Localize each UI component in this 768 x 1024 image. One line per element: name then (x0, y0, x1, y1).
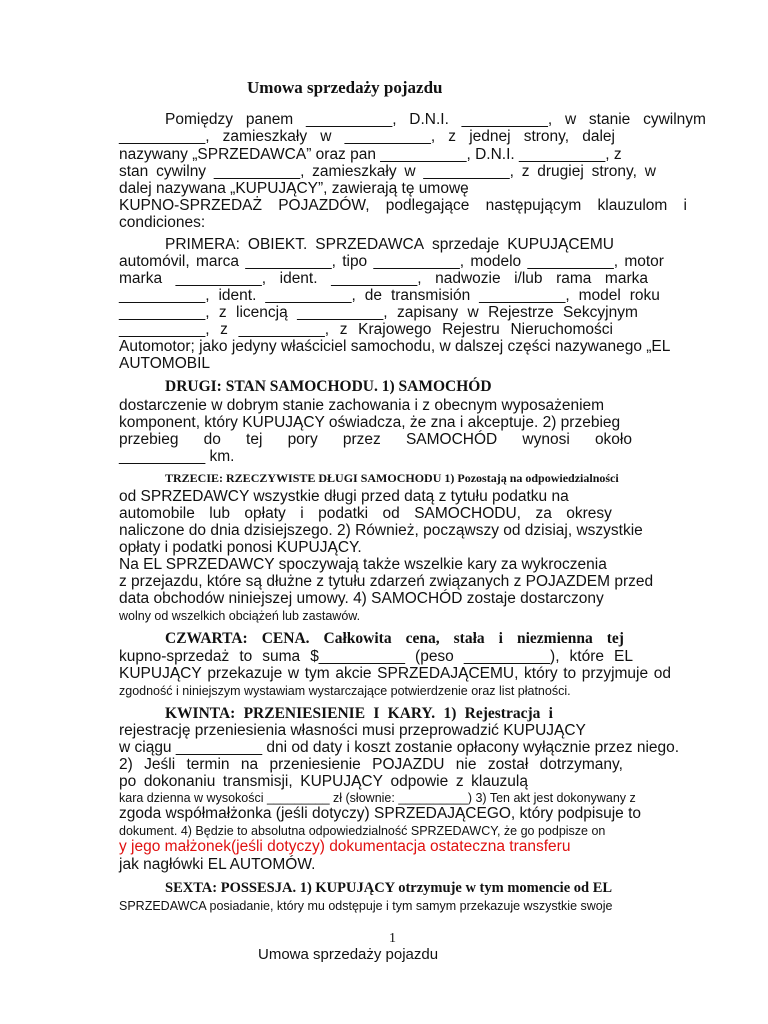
czwarta-line-3: zgodność i niniejszym wystawiam wystarczające potwierdzenie oraz list płatności. (119, 684, 571, 698)
trzecie-line-5: Na EL SPRZEDAWCY spoczywają także wszelkie kary za wykroczenia (119, 556, 607, 573)
word: KUPUJĄCEMU (507, 236, 614, 253)
word: z (339, 321, 348, 338)
word: transmisji, (222, 773, 293, 790)
word: __________, (119, 304, 210, 321)
word: drugiej (537, 163, 584, 180)
word: __________, (461, 111, 553, 128)
word: z (218, 304, 227, 321)
word: __________, (175, 270, 267, 287)
word: Krajowego (358, 321, 432, 338)
intro-line-1 (165, 111, 706, 129)
word: stanie (588, 111, 631, 128)
primera-line-3 (119, 270, 648, 288)
word: z (448, 128, 457, 145)
drugi-line-1: dostarczenie w dobrym stanie zachowania i z obecnym wyposażeniem (119, 397, 605, 414)
word: z (220, 321, 228, 338)
word: SPRZEDAJĄCEMU, (377, 665, 519, 682)
kwinta-line-5: kara dzienna w wysokości _________ zł (słownie: __________) 3) Ten akt jest dokonywany z (119, 791, 636, 805)
word: około (594, 431, 632, 448)
word: $__________ (310, 648, 406, 665)
word: nadwozie (435, 270, 501, 287)
kwinta-line-9: jak nagłówki EL AUTOMÓW. (119, 856, 316, 873)
word: od (382, 505, 400, 522)
word: w (644, 163, 656, 180)
intro-line-4 (119, 163, 656, 181)
trzecie-line-8: wolny od wszelkich obciążeń lub zastawów. (119, 609, 361, 623)
word: POJAZDU (372, 756, 445, 773)
word: zamieszkały (312, 163, 397, 180)
word: w (467, 304, 479, 321)
word: które (569, 648, 604, 665)
word: i (498, 630, 503, 647)
word: odpowie (390, 773, 449, 790)
intro-line-6 (119, 197, 687, 215)
word: strony, (523, 128, 570, 145)
word: Rejestru (442, 321, 500, 338)
word: __________, (527, 253, 618, 270)
word: od (653, 665, 671, 682)
word: dotrzymany, (539, 756, 623, 773)
kwinta-line-6: zgoda współmałżonka (jeśli dotyczy) SPRZEDAJĄCEGO, który podpisuje to (119, 805, 642, 822)
word: __________, (265, 287, 356, 304)
czwarta-heading (165, 630, 624, 648)
intro-line-5: dalej nazywana „KUPUJĄCY”, zawierają tę umowę (119, 180, 469, 197)
word: klauzulą (471, 773, 528, 790)
word: przez (342, 431, 381, 448)
page-number: 1 (389, 931, 396, 946)
word: na (240, 756, 259, 773)
word: i (300, 505, 304, 522)
word: KUPUJĄCY (119, 665, 202, 682)
word: __________), (463, 648, 560, 665)
word: __________, (306, 111, 397, 128)
word: przekazuje (207, 665, 283, 682)
word: __________, (297, 304, 388, 321)
word: akcie (335, 665, 372, 682)
word: klauzulom (597, 197, 668, 214)
word: Sekcyjnym (562, 304, 638, 321)
document-title: Umowa sprzedaży pojazdu (247, 78, 443, 97)
kwinta-line-1: rejestrację przeniesienia własności musi przeprowadzić KUPUJĄCY (119, 722, 586, 739)
word: I (373, 705, 380, 722)
word: strony, (591, 163, 637, 180)
word: za (535, 505, 552, 522)
primera-line-5 (119, 304, 638, 322)
word: 2) (119, 756, 133, 773)
czwarta-line-2 (119, 665, 671, 683)
word: transmisión (390, 287, 471, 304)
word: pory (287, 431, 318, 448)
word: w (564, 111, 577, 128)
sexta-line-1: SPRZEDAWCA posiadanie, który mu odstępuje i tym samym przekazuje wszystkie swoje (119, 899, 613, 913)
kwinta-line-2: w ciągu __________ dni od daty i koszt zostanie opłacony wyłącznie przez niego. (119, 739, 680, 756)
word: KUPUJĄCY (300, 773, 383, 790)
word: Jeśli (144, 756, 176, 773)
word: ident. (279, 270, 318, 287)
czwarta-line-1 (119, 648, 633, 666)
word: przebieg (119, 431, 179, 448)
sexta-heading: SEXTA: POSSESJA. 1) KUPUJĄCY otrzymuje w tym momencie od EL (165, 880, 613, 896)
word: przyjmuje (581, 665, 649, 682)
word: __________, (423, 163, 514, 180)
primera-line-7: Automotor; jako jedyny właściciel samochodu, w dalszej części nazywanego „EL (119, 338, 671, 355)
word: de (364, 287, 383, 304)
word: w (404, 163, 416, 180)
word: podlegające (385, 197, 470, 214)
word: suma (262, 648, 301, 665)
word: automobile (119, 505, 195, 522)
word: stan (119, 163, 149, 180)
trzecie-line-3: naliczone do dnia dzisiejszego. 2) Również, począwszy od dzisiaj, wszystkie (119, 522, 643, 539)
kwinta-line-7: dokument. 4) Będzie to absolutna odpowiedzialność SPRZEDAWCY, że go podpisze on (119, 824, 606, 838)
word: marka (604, 270, 648, 287)
word: cywilny (156, 163, 207, 180)
word: __________, (479, 287, 570, 304)
word: SAMOCHÓD (405, 431, 498, 448)
word: termin (186, 756, 230, 773)
word: nie (455, 756, 477, 773)
word: SPRZEDAWCA (315, 236, 425, 253)
word: Rejestracja (464, 705, 541, 722)
word: cena, (405, 630, 440, 647)
word: lub (209, 505, 230, 522)
word: wynosi (522, 431, 570, 448)
word: KARY. (387, 705, 436, 722)
word: opłaty (244, 505, 286, 522)
word: panem (245, 111, 294, 128)
word: w (287, 665, 300, 682)
word: EL (614, 648, 633, 665)
primera-line-6 (119, 321, 613, 339)
word: przeniesienie (269, 756, 361, 773)
word: PRZENIESIENIE (243, 705, 366, 722)
word: model (578, 287, 621, 304)
word: to (239, 648, 253, 665)
drugi-heading: DRUGI: STAN SAMOCHODU. 1) SAMOCHÓD (165, 378, 492, 395)
word: Całkowita (323, 630, 392, 647)
intro-line-2 (119, 128, 615, 146)
word: (peso (415, 648, 454, 665)
word: kupno-sprzedaż (119, 648, 230, 665)
word: __________, (238, 321, 330, 338)
word: z (521, 163, 530, 180)
primera-line-1 (165, 236, 614, 254)
word: dokonaniu (143, 773, 216, 790)
word: stała (453, 630, 485, 647)
word: __________, (331, 270, 422, 287)
intro-line-7: condiciones: (119, 214, 206, 231)
kwinta-heading (165, 705, 553, 723)
word: sprzedaje (432, 236, 500, 253)
word: rama (556, 270, 592, 287)
drugi-line-3 (119, 431, 632, 449)
word: licencją (236, 304, 288, 321)
word: w (320, 128, 332, 145)
word: POJAZDÓW, (278, 197, 370, 214)
trzecie-heading: TRZECIE: RZECZYWISTE DŁUGI SAMOCHODU 1) Pozostają na odpowiedzialności (165, 471, 619, 485)
word: dalej (582, 128, 615, 145)
trzecie-line-6: z przejazdu, które są dłużne z tytułu zdarzeń związanych z POJAZDEM przed (119, 573, 654, 590)
word: CENA. (261, 630, 310, 647)
word: niezmienna (516, 630, 593, 647)
word: okresy (566, 505, 612, 522)
word: został (487, 756, 529, 773)
word: __________, (344, 128, 436, 145)
word: 1) (443, 705, 457, 722)
word: i/lub (514, 270, 543, 287)
word: który (524, 665, 558, 682)
primera-line-4 (119, 287, 660, 305)
word: __________, (119, 287, 210, 304)
word: ident. (218, 287, 257, 304)
word: cywilnym (643, 111, 706, 128)
trzecie-line-4: opłaty i podatki ponosi KUPUJĄCY. (119, 539, 362, 556)
word: następującym (485, 197, 582, 214)
word: tej (246, 431, 263, 448)
word: Pomiędzy (165, 111, 234, 128)
word: marka (119, 270, 163, 287)
word: to (563, 665, 577, 682)
trzecie-line-7: data obchodów niniejszej umowy. 4) SAMOCHÓD zostaje dostarczony (119, 590, 604, 607)
word: marca (195, 253, 240, 270)
word: podatki (318, 505, 369, 522)
word: zapisany (396, 304, 459, 321)
word: motor (624, 253, 664, 270)
word: Nieruchomości (510, 321, 613, 338)
word: __________, (119, 321, 210, 338)
word: __________, (213, 163, 305, 180)
word: modelo (470, 253, 522, 270)
word: z (455, 773, 464, 790)
drugi-line-4: __________ km. (119, 448, 235, 465)
word: OBIEKT. (247, 236, 308, 253)
word: zamieszkały (222, 128, 308, 145)
word: KUPNO-SPRZEDAŻ (119, 197, 262, 214)
word: roku (629, 287, 660, 304)
word: tym (304, 665, 330, 682)
word: D.N.I. (409, 111, 449, 128)
word: tipo (342, 253, 368, 270)
trzecie-line-1: od SPRZEDAWCY wszystkie długi przed datą z tytułu podatku na (119, 488, 569, 505)
footer-title: Umowa sprzedaży pojazdu (258, 946, 439, 963)
word: PRIMERA: (165, 236, 240, 253)
word: Rejestrze (488, 304, 554, 321)
word: tej (606, 630, 624, 647)
primera-line-2 (119, 253, 664, 271)
word: po (119, 773, 137, 790)
word: SAMOCHODU, (414, 505, 521, 522)
primera-line-8: AUTOMOBIL (119, 355, 211, 372)
word: KWINTA: (165, 705, 236, 722)
trzecie-line-2 (119, 505, 612, 523)
word: do (203, 431, 221, 448)
drugi-line-2: komponent, który KUPUJĄCY oświadcza, że zna i akceptuje. 2) przebieg (119, 414, 621, 431)
word: automóvil, (119, 253, 190, 270)
kwinta-line-3 (119, 756, 623, 774)
word: jednej (469, 128, 511, 145)
word: __________, (245, 253, 336, 270)
word: CZWARTA: (165, 630, 248, 647)
kwinta-line-8-red: y jego małżonek(jeśli dotyczy) dokumentacja ostateczna transferu (119, 838, 571, 855)
word: i (683, 197, 687, 214)
intro-line-3: nazywany „SPRZEDAWCA” oraz pan __________, D.N.I. __________, z (119, 146, 622, 163)
word: __________, (119, 128, 210, 145)
word: i (548, 705, 553, 722)
word: __________, (373, 253, 465, 270)
